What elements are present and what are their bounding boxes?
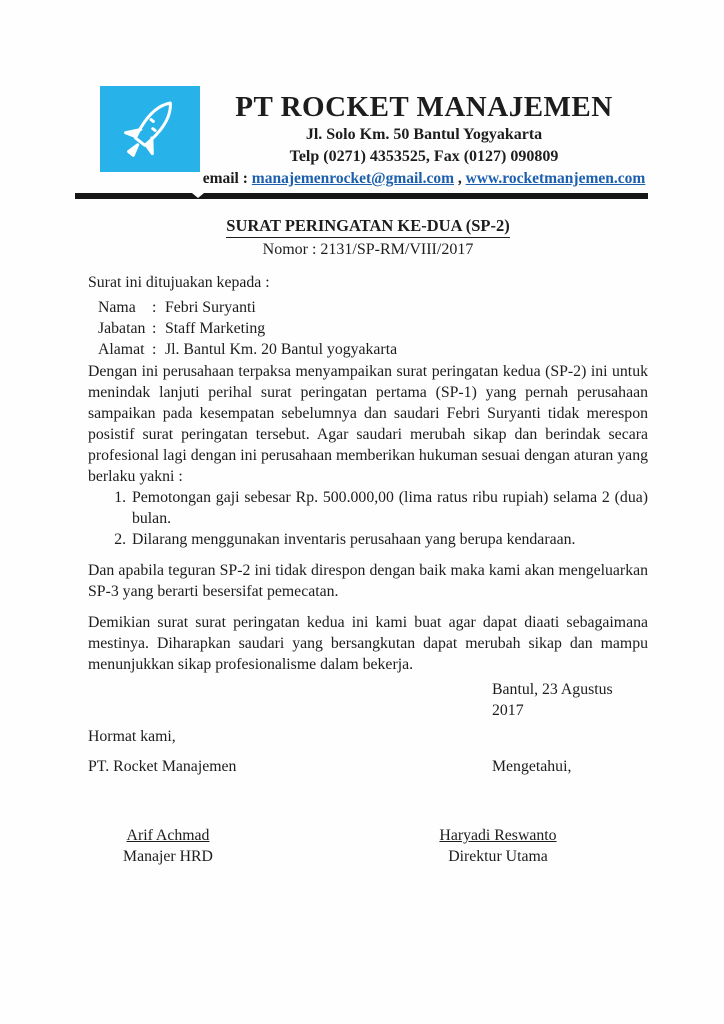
sanction-item: 1. Pemotongan gaji sebesar Rp. 500.000,00 (lima ratus ribu rupiah) selama 2 (dua) bulan. <box>130 487 648 529</box>
signature-left <box>83 825 253 867</box>
recipient-row <box>98 297 648 318</box>
email-link[interactable]: manajemenrocket@gmail.com <box>251 170 455 187</box>
recipient-value: Febri Suryanti <box>165 299 256 316</box>
body-paragraph-3: Demikian surat surat peringatan kedua ini kami buat agar dapat diaati sebagaimana mestinya. Diharapkan saudari yang bersangkutan dapat merubah sikap dan mampu menunjukkan sikap profesionalisme dalam bekerja. <box>88 614 648 673</box>
salutation: Surat ini ditujuakan kepada : <box>88 274 270 291</box>
website-link[interactable]: www.rocketmanjemen.com <box>465 170 646 187</box>
signatory-name: Arif Achmad <box>126 827 210 844</box>
body-paragraph-2: Dan apabila teguran SP-2 ini tidak direspon dengan baik maka kami akan mengeluarkan SP-3 yang berarti besersifat pemecatan. <box>88 562 648 600</box>
signatory-title: Manajer HRD <box>123 848 213 865</box>
letter-body <box>0 216 724 871</box>
signatures <box>88 825 648 871</box>
link-separator: , <box>457 170 462 187</box>
sanctions-list <box>88 487 648 550</box>
sign-row <box>88 756 648 777</box>
body-paragraph-1: Dengan ini perusahaan terpaksa menyampaikan surat peringatan kedua (SP-2) ini untuk menindak lanjuti perihal surat peringatan pertama (SP-1) yang pernah perusahaan sampaikan pada kesempatan sebelumnya dan saudari Febri Suryanti tidak merespon posistif surat peringatan tersebut. Agar saudari merubah sikap dan berindak secara profesional lagi dengan ini perusahaan memberikan hukuman sesuai dengan aturan yang berlaku yakni : <box>88 363 648 485</box>
recipient-value: Jl. Bantul Km. 20 Bantul yogyakarta <box>165 341 398 358</box>
signatory-title: Direktur Utama <box>448 848 548 865</box>
company-sign-name: PT. Rocket Manajemen <box>88 758 237 775</box>
acknowledgement-label: Mengetahui, <box>492 758 572 775</box>
recipient-value: Staff Marketing <box>165 320 266 337</box>
recipient-label: Jabatan <box>98 320 146 337</box>
recipient-label: Alamat <box>98 341 145 358</box>
company-email-line <box>200 168 648 190</box>
company-address: Jl. Solo Km. 50 Bantul Yogyakarta <box>305 126 543 143</box>
company-logo <box>100 86 200 172</box>
recipient-row <box>98 339 648 360</box>
signature-right <box>413 825 583 867</box>
title-block <box>88 216 648 261</box>
letter-number: Nomor : 2131/SP-RM/VIII/2017 <box>262 241 474 258</box>
recipient-block <box>88 297 648 360</box>
rocket-icon <box>100 86 200 172</box>
email-label: email : <box>202 170 248 187</box>
signatory-name: Haryadi Reswanto <box>439 827 557 844</box>
letterhead-text <box>200 86 648 190</box>
recipient-colon: : <box>152 320 157 337</box>
divider-notch <box>192 193 204 198</box>
recipient-colon: : <box>152 341 157 358</box>
closing-salutation: Hormat kami, <box>88 728 176 745</box>
divider-bar <box>75 193 648 199</box>
header-divider <box>75 191 648 203</box>
company-phone: Telp (0271) 4353525, Fax (0127) 090809 <box>289 148 559 165</box>
company-name: PT ROCKET MANAJEMEN <box>235 91 613 123</box>
letterhead <box>0 0 724 190</box>
date-line: Bantul, 23 Agustus 2017 <box>492 681 613 719</box>
sanction-item: 2. Dilarang menggunakan inventaris perusahaan yang berupa kendaraan. <box>130 529 648 550</box>
recipient-colon: : <box>152 299 157 316</box>
recipient-label: Nama <box>98 299 136 316</box>
letter-title: SURAT PERINGATAN KE-DUA (SP-2) <box>226 216 509 238</box>
recipient-row <box>98 318 648 339</box>
